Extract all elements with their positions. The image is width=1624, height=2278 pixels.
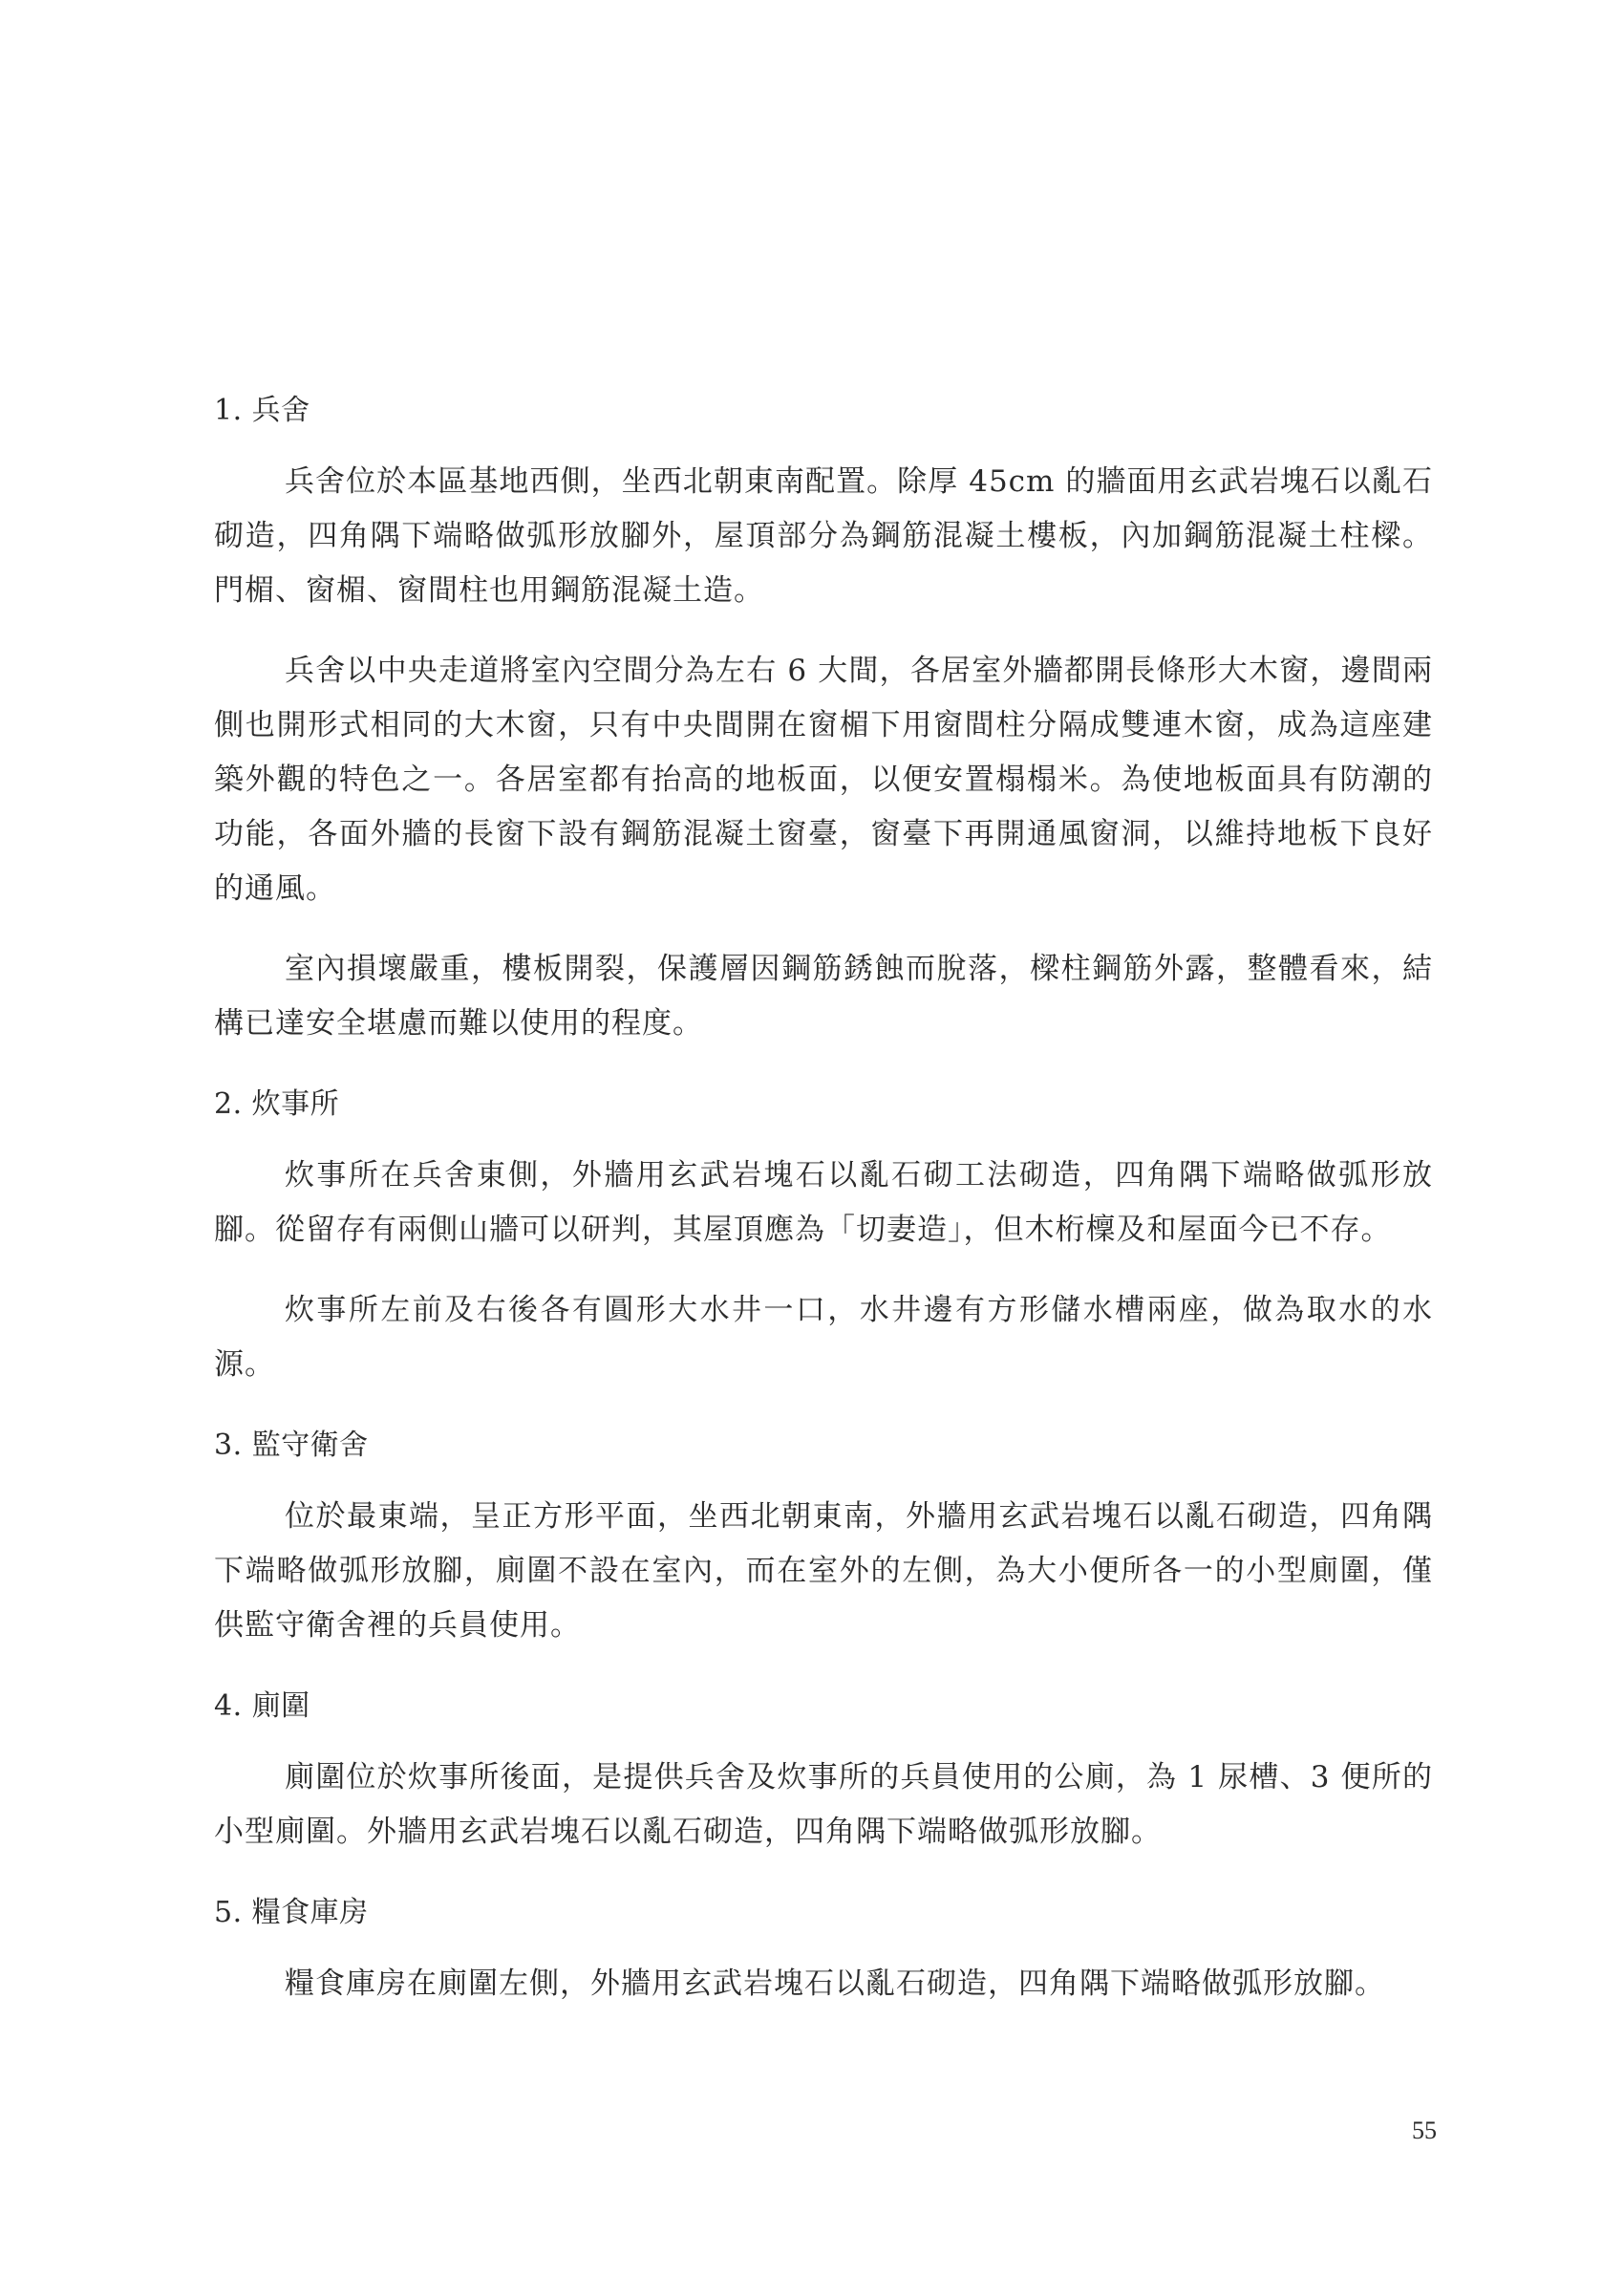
paragraph: 炊事所在兵舍東側，外牆用玄武岩塊石以亂石砌工法砌造，四角隅下端略做弧形放腳。從留存有兩側山牆可以研判，其屋頂應為「切妻造」，但木桁檁及和屋面今已不存。: [214, 1158, 1433, 1247]
paragraph: 廁圍位於炊事所後面，是提供兵舍及炊事所的兵員使用的公廁，為 1 尿槽、3 便所的小型廁圍。外牆用玄武岩塊石以亂石砌造，四角隅下端略做弧形放腳。: [214, 1760, 1433, 1849]
paragraph: 炊事所左前及右後各有圓形大水井一口，水井邊有方形儲水槽兩座，做為取水的水源。: [214, 1293, 1433, 1382]
paragraph: 糧食庫房在廁圍左側，外牆用玄武岩塊石以亂石砌造，四角隅下端略做弧形放腳。: [285, 1966, 1385, 2001]
section-latrine: [214, 1686, 1433, 1859]
section-kitchen: [214, 1084, 1433, 1392]
section-heading: 4. 廁圍: [214, 1689, 310, 1723]
paragraph: 兵舍以中央走道將室內空間分為左右 6 大間，各居室外牆都開長條形大木窗，邊間兩側也開形式相同的大木窗，只有中央間開在窗楣下用窗間柱分隔成雙連木窗，成為這座建築外觀的特色之一。各居室都有抬高的地板面，以便安置榻榻米。為使地板面具有防潮的功能，各面外牆的長窗下設有鋼筋混凝土窗臺，窗臺下再開通風窗洞，以維持地板下良好的通風。: [214, 654, 1433, 906]
paragraph: 位於最東端，呈正方形平面，坐西北朝東南，外牆用玄武岩塊石以亂石砌造，四角隅下端略做弧形放腳，廁圍不設在室內，而在室外的左側，為大小便所各一的小型廁圍，僅供監守衛舍裡的兵員使用。: [214, 1499, 1433, 1643]
document-body: [214, 390, 1433, 2037]
paragraph: 兵舍位於本區基地西側，坐西北朝東南配置。除厚 45cm 的牆面用玄武岩塊石以亂石砌造，四角隅下端略做弧形放腳外，屋頂部分為鋼筋混凝土樓板，內加鋼筋混凝土柱樑。門楣、窗楣、窗間柱也用鋼筋混凝土造。: [214, 464, 1433, 608]
section-heading: 2. 炊事所: [214, 1087, 340, 1121]
section-heading: 3. 監守衛舍: [214, 1429, 369, 1462]
section-heading: 1. 兵舍: [214, 394, 310, 427]
paragraph: 室內損壞嚴重，樓板開裂，保護層因鋼筋銹蝕而脫落，樑柱鋼筋外露，整體看來，結構已達安全堪慮而難以使用的程度。: [214, 952, 1433, 1041]
section-heading: 5. 糧食庫房: [214, 1896, 369, 1929]
section-barracks: [214, 390, 1433, 1051]
section-guard-house: [214, 1425, 1433, 1653]
section-food-storehouse: [214, 1892, 1433, 2011]
page-number: 55: [1412, 2117, 1437, 2144]
